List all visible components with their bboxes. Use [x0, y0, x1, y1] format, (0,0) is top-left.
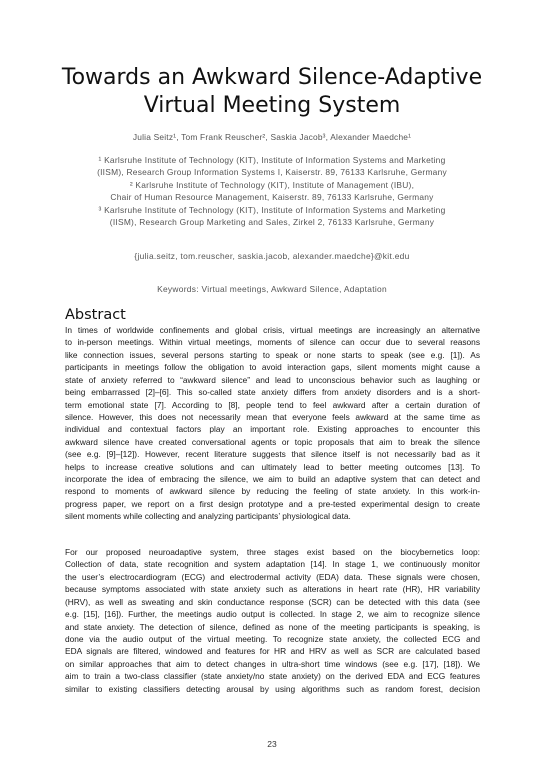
text-line: to in-person meetings. Within virtual meetings, moments of silence can occur due to several reasons	[65, 337, 480, 348]
affiliation-line: ² Karlsruhe Institute of Technology (KIT), Institute of Management (IBU),	[129, 179, 415, 190]
text-line: state of anxiety referred to “awkward silence” and lead to unconscious behavior such as laughing or	[65, 374, 480, 385]
title-line: Towards an Awkward Silence-Adaptive	[61, 65, 483, 90]
paper-title	[40, 64, 504, 120]
abstract-heading: Abstract	[65, 307, 126, 323]
text-line: EDA signals are filtered, windowed and features for HR and HRV as well as SCR are calculated based	[65, 646, 480, 657]
affiliation-line: ³ Karlsruhe Institute of Technology (KIT), Institute of Information Systems and Marketing	[98, 204, 446, 215]
text-line: progress paper, we report on a first design prototype and a pre-tested experimental design to create	[65, 498, 480, 509]
text-line: helps to increase creative solutions and can ultimately lead to better meeting outcomes [13]. To	[65, 461, 480, 472]
text-line: being embarrassed [2]–[6]. This so-called state anxiety differs from anxiety disorders and is a short-	[65, 387, 480, 398]
page-number: 23	[267, 739, 277, 749]
text-line: In times of worldwide confinements and global crisis, virtual meetings are increasingly an alternative	[65, 325, 480, 335]
text-line: e.g. [15], [16]). Further, the meetings audio output is collected. In stage 2, we aim to recognize silence	[65, 609, 480, 620]
text-line: done via the audio output of the virtual meeting. To recognize state anxiety, the collected ECG and	[65, 633, 480, 644]
abstract-paragraph-1	[65, 324, 480, 523]
text-line: on similar approaches that aim to detect changes in ultra-short time windows (see e.g. [17], [18]). We	[65, 658, 480, 669]
text-line: respond to moments of awkward silence by reducing the feeling of state anxiety. In this work-in-	[65, 486, 480, 497]
text-line: For our proposed neuroadaptive system, three stages exist based on the biocybernetics loop:	[65, 547, 480, 557]
affiliation-line: Chair of Human Resource Management, Kaiserstr. 89, 76133 Karlsruhe, Germany	[110, 192, 434, 203]
affiliation-line: ¹ Karlsruhe Institute of Technology (KIT), Institute of Information Systems and Marketing	[98, 155, 446, 165]
text-line: participants in meetings follow the obligation to avoid interaction gaps, silent moments might cause a	[65, 362, 480, 373]
keywords: Keywords: Virtual meetings, Awkward Silence, Adaptation	[157, 284, 387, 294]
text-line: Collection of data, state recognition and system adaptation [14]. In stage 1, we continuously monitor	[65, 559, 480, 570]
text-line: incorporate the idea of embracing the silence, we aim to build an adaptive system that can detect and	[65, 474, 480, 485]
affiliation-line: (IISM), Research Group Information Systems I, Kaiserstr. 89, 76133 Karlsruhe, Germany	[97, 167, 447, 178]
author-emails: {julia.seitz, tom.reuscher, saskia.jacob, alexander.maedche}@kit.edu	[134, 251, 410, 261]
text-line: aim to train a two-class classifier (state anxiety/no state anxiety) on the derived EDA and ECG features	[65, 671, 480, 682]
text-line: the user’s electrocardiogram (ECG) and electrodermal activity (EDA) data. These signals were chosen,	[65, 571, 480, 582]
author-list: Julia Seitz¹, Tom Frank Reuscher², Saskia Jacob³, Alexander Maedche¹	[132, 132, 412, 142]
text-line: and state anxiety. The detection of silence, defined as none of the meeting participants is speaking, is	[65, 621, 480, 632]
text-line: silence. However, this does not necessarily mean that everyone feels awkward at the same time as	[65, 411, 480, 422]
text-line: similar to existing classifiers detecting arousal by using algorithms such as random forest, decision	[65, 683, 480, 694]
abstract-paragraph-2	[65, 546, 480, 695]
text-line: (HRV), as well as sweating and skin conductance response (SCR) can be detected with this data (see	[65, 596, 480, 607]
title-line: Virtual Meeting System	[143, 93, 401, 118]
text-line: term emotional state [7]. According to [8], people tend to feel awkward after a certain duration of	[65, 399, 480, 410]
text-line: (see e.g. [9]–[12]). However, recent literature suggests that silence itself is not necessarily bad as it	[65, 449, 480, 460]
text-line: like connection issues, several persons starting to speak or none starts to speak (see e.g. [1]). As	[65, 349, 480, 360]
affiliation-line: (IISM), Research Group Marketing and Sales, Zirkel 2, 76133 Karlsruhe, Germany	[109, 217, 435, 228]
affiliations	[52, 154, 492, 228]
text-line: awkward silence have created conversational agents or topic proposals that aim to break the silence	[65, 436, 480, 447]
text-line: silent moments while collecting and analyzing participants’ physiological data.	[65, 511, 351, 522]
text-line: individual and contextual factors play an important role. Existing approaches to encounter this	[65, 424, 480, 435]
text-line: because symptoms associated with state anxiety such as alterations in heart rate (HR), HR variability	[65, 584, 480, 595]
